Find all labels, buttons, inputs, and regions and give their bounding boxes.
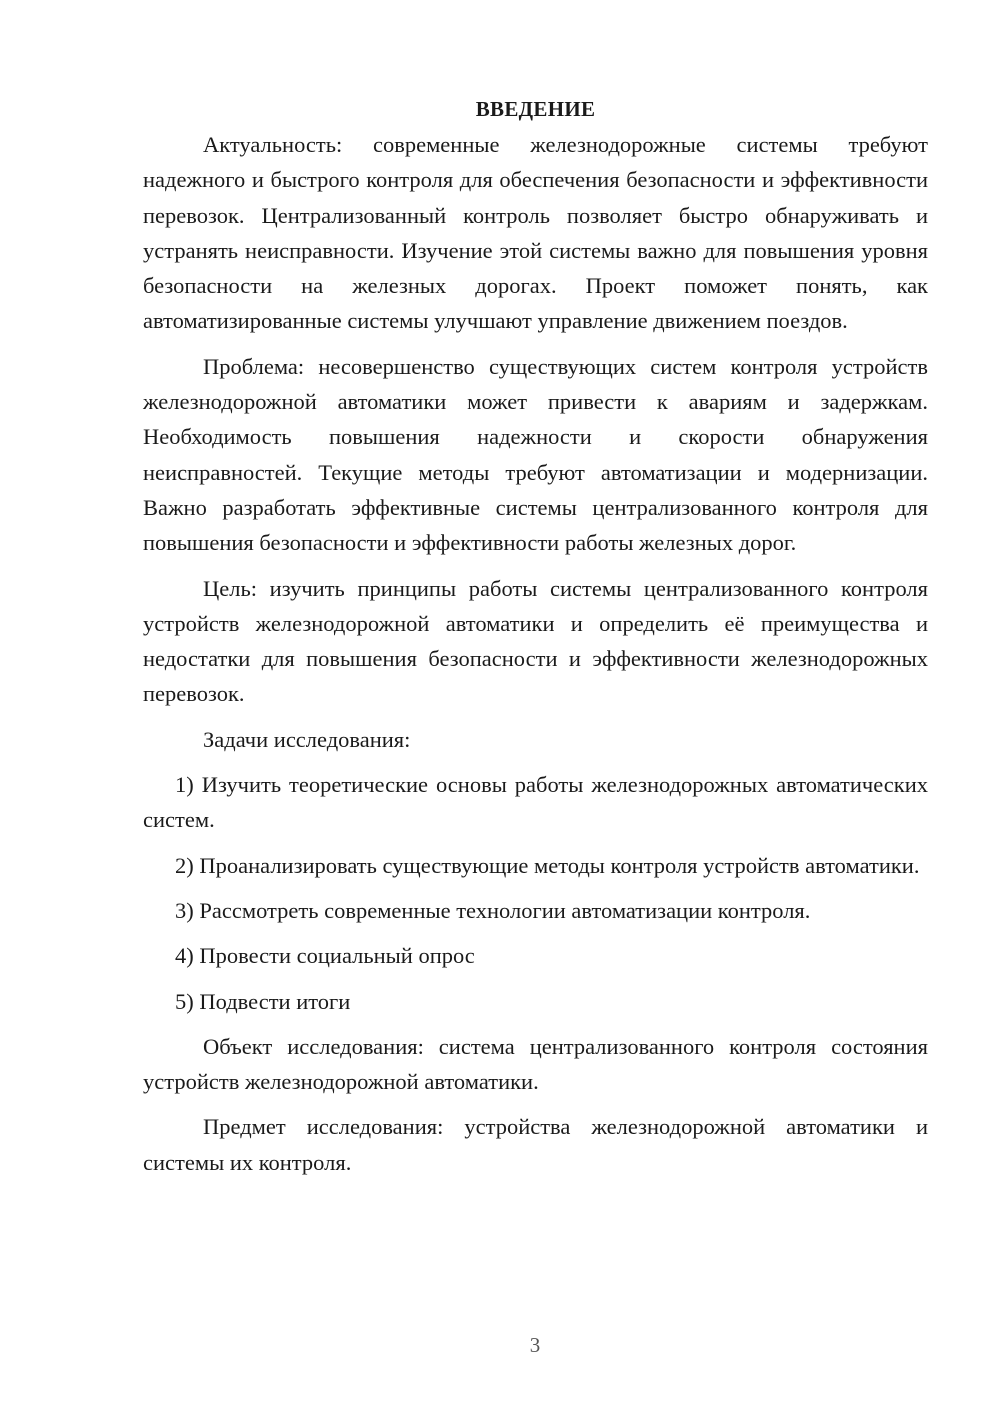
- task-item-2: 2) Проанализировать существующие методы контроля устройств автоматики.: [175, 852, 920, 878]
- paragraph-subject: Предмет исследования: устройства железнодорожной автоматики и системы их контроля.: [143, 1114, 928, 1175]
- task-item-4: 4) Провести социальный опрос: [175, 943, 475, 969]
- paragraph-problem: Проблема: несовершенство существующих систем контроля устройств железнодорожной автоматики может привести к авариям и задержкам. Необходимость повышения надежности и скорости обнаружения неисправностей. Текущие методы требуют автоматизации и модернизации. Важно разработать эффективные системы централизованного контроля для повышения безопасности и эффективности работы железных дорог.: [143, 353, 928, 556]
- paragraph-relevance: Актуальность: современные железнодорожные системы требуют надежного и быстрого контроля для обеспечения безопасности и эффективности перевозок. Централизованный контроль позволяет быстро обнаруживать и устранять неисправности. Изучение этой системы важно для повышения уровня безопасности на железных дорогах. Проект поможет понять, как автоматизированные системы улучшают управление движением поездов.: [143, 132, 928, 334]
- tasks-title: Задачи исследования:: [203, 726, 411, 752]
- page-number: 3: [529, 1333, 541, 1357]
- paragraph-object: Объект исследования: система централизованного контроля состояния устройств железнодорожной автоматики.: [143, 1033, 928, 1095]
- paragraph-goal: Цель: изучить принципы работы системы централизованного контроля устройств железнодорожной автоматики и определить её преимущества и недостатки для повышения безопасности и эффективности железнодорожных перевозок.: [143, 575, 928, 707]
- task-item-3: 3) Рассмотреть современные технологии автоматизации контроля.: [175, 897, 811, 923]
- task-item-1: 1) Изучить теоретические основы работы железнодорожных автоматических систем.: [143, 772, 928, 833]
- page-content: [143, 92, 928, 1190]
- section-heading: ВВЕДЕНИЕ: [475, 97, 596, 121]
- task-item-5: 5) Подвести итоги: [175, 988, 351, 1014]
